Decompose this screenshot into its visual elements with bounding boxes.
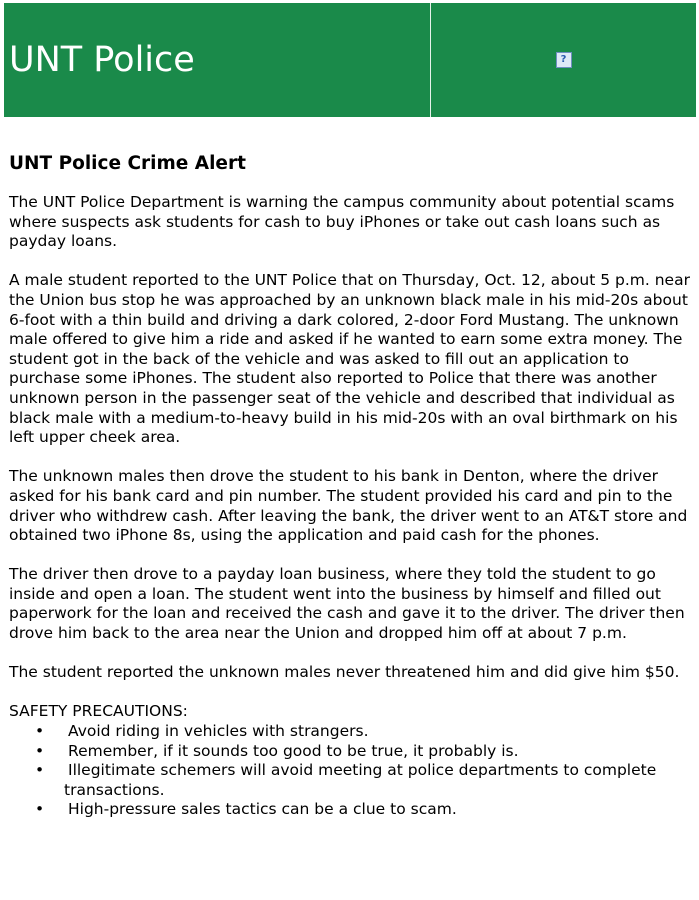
article-paragraph: The driver then drove to a payday loan business, where they told the student to go inside and open a loan. The student went into the business by himself and filled out paperwork for the loan and received the cash and gave it to the driver. The driver then drove him back to the area near the Union and dropped him off at about 7 p.m. [9,565,685,643]
article-paragraph: The UNT Police Department is warning the campus community about potential scams where suspects ask students for cash to buy iPhones or take out cash loans such as payday loans. [9,193,675,251]
list-item-text: High-pressure sales tactics can be a clue to scam. [68,800,457,819]
list-item [9,800,697,820]
header-title-cell [4,3,431,117]
precautions-list [9,722,697,820]
article-paragraph: The unknown males then drove the student to his bank in Denton, where the driver asked for his bank card and pin number. The student provided his card and pin to the driver who withdrew cash. After leaving the bank, the driver went to an AT&T store and obtained two iPhone 8s, using the application and paid cash for the phones. [9,467,688,545]
page-header [4,3,696,117]
list-item [9,722,697,742]
article-paragraph: A male student reported to the UNT Police that on Thursday, Oct. 12, about 5 p.m. near the Union bus stop he was approached by an unknown black male in his mid-20s about 6-foot with a thin build and driving a dark colored, 2-door Ford Mustang. The unknown male offered to give him a ride and asked if he wanted to earn some extra money. The student got in the back of the vehicle and was asked to fill out an application to purchase some iPhones. The student also reported to Police that there was another unknown person in the passenger seat of the vehicle and described that individual as black male with a medium-to-heavy build in his mid-20s with an oval birthmark on his left upper cheek area. [9,271,690,447]
bullet-icon: • [35,800,45,819]
broken-image-icon[interactable]: ? [556,52,572,68]
list-item-text: Avoid riding in vehicles with strangers. [68,722,369,741]
bullet-icon: • [35,722,45,741]
article-content [9,152,697,820]
article-title: UNT Police Crime Alert [9,153,246,174]
list-item [9,742,697,762]
list-item-text: Illegitimate schemers will avoid meeting at police departments to complete transactions. [64,761,657,799]
article-paragraph: The student reported the unknown males never threatened him and did give him $50. [9,663,680,682]
list-item [9,761,697,800]
list-item-text: Remember, if it sounds too good to be true, it probably is. [68,741,519,760]
site-title[interactable]: UNT Police [9,40,195,80]
bullet-icon: • [35,761,45,780]
header-image-cell [431,3,696,117]
precautions-heading: SAFETY PRECAUTIONS: [9,702,188,721]
bullet-icon: • [35,741,45,760]
